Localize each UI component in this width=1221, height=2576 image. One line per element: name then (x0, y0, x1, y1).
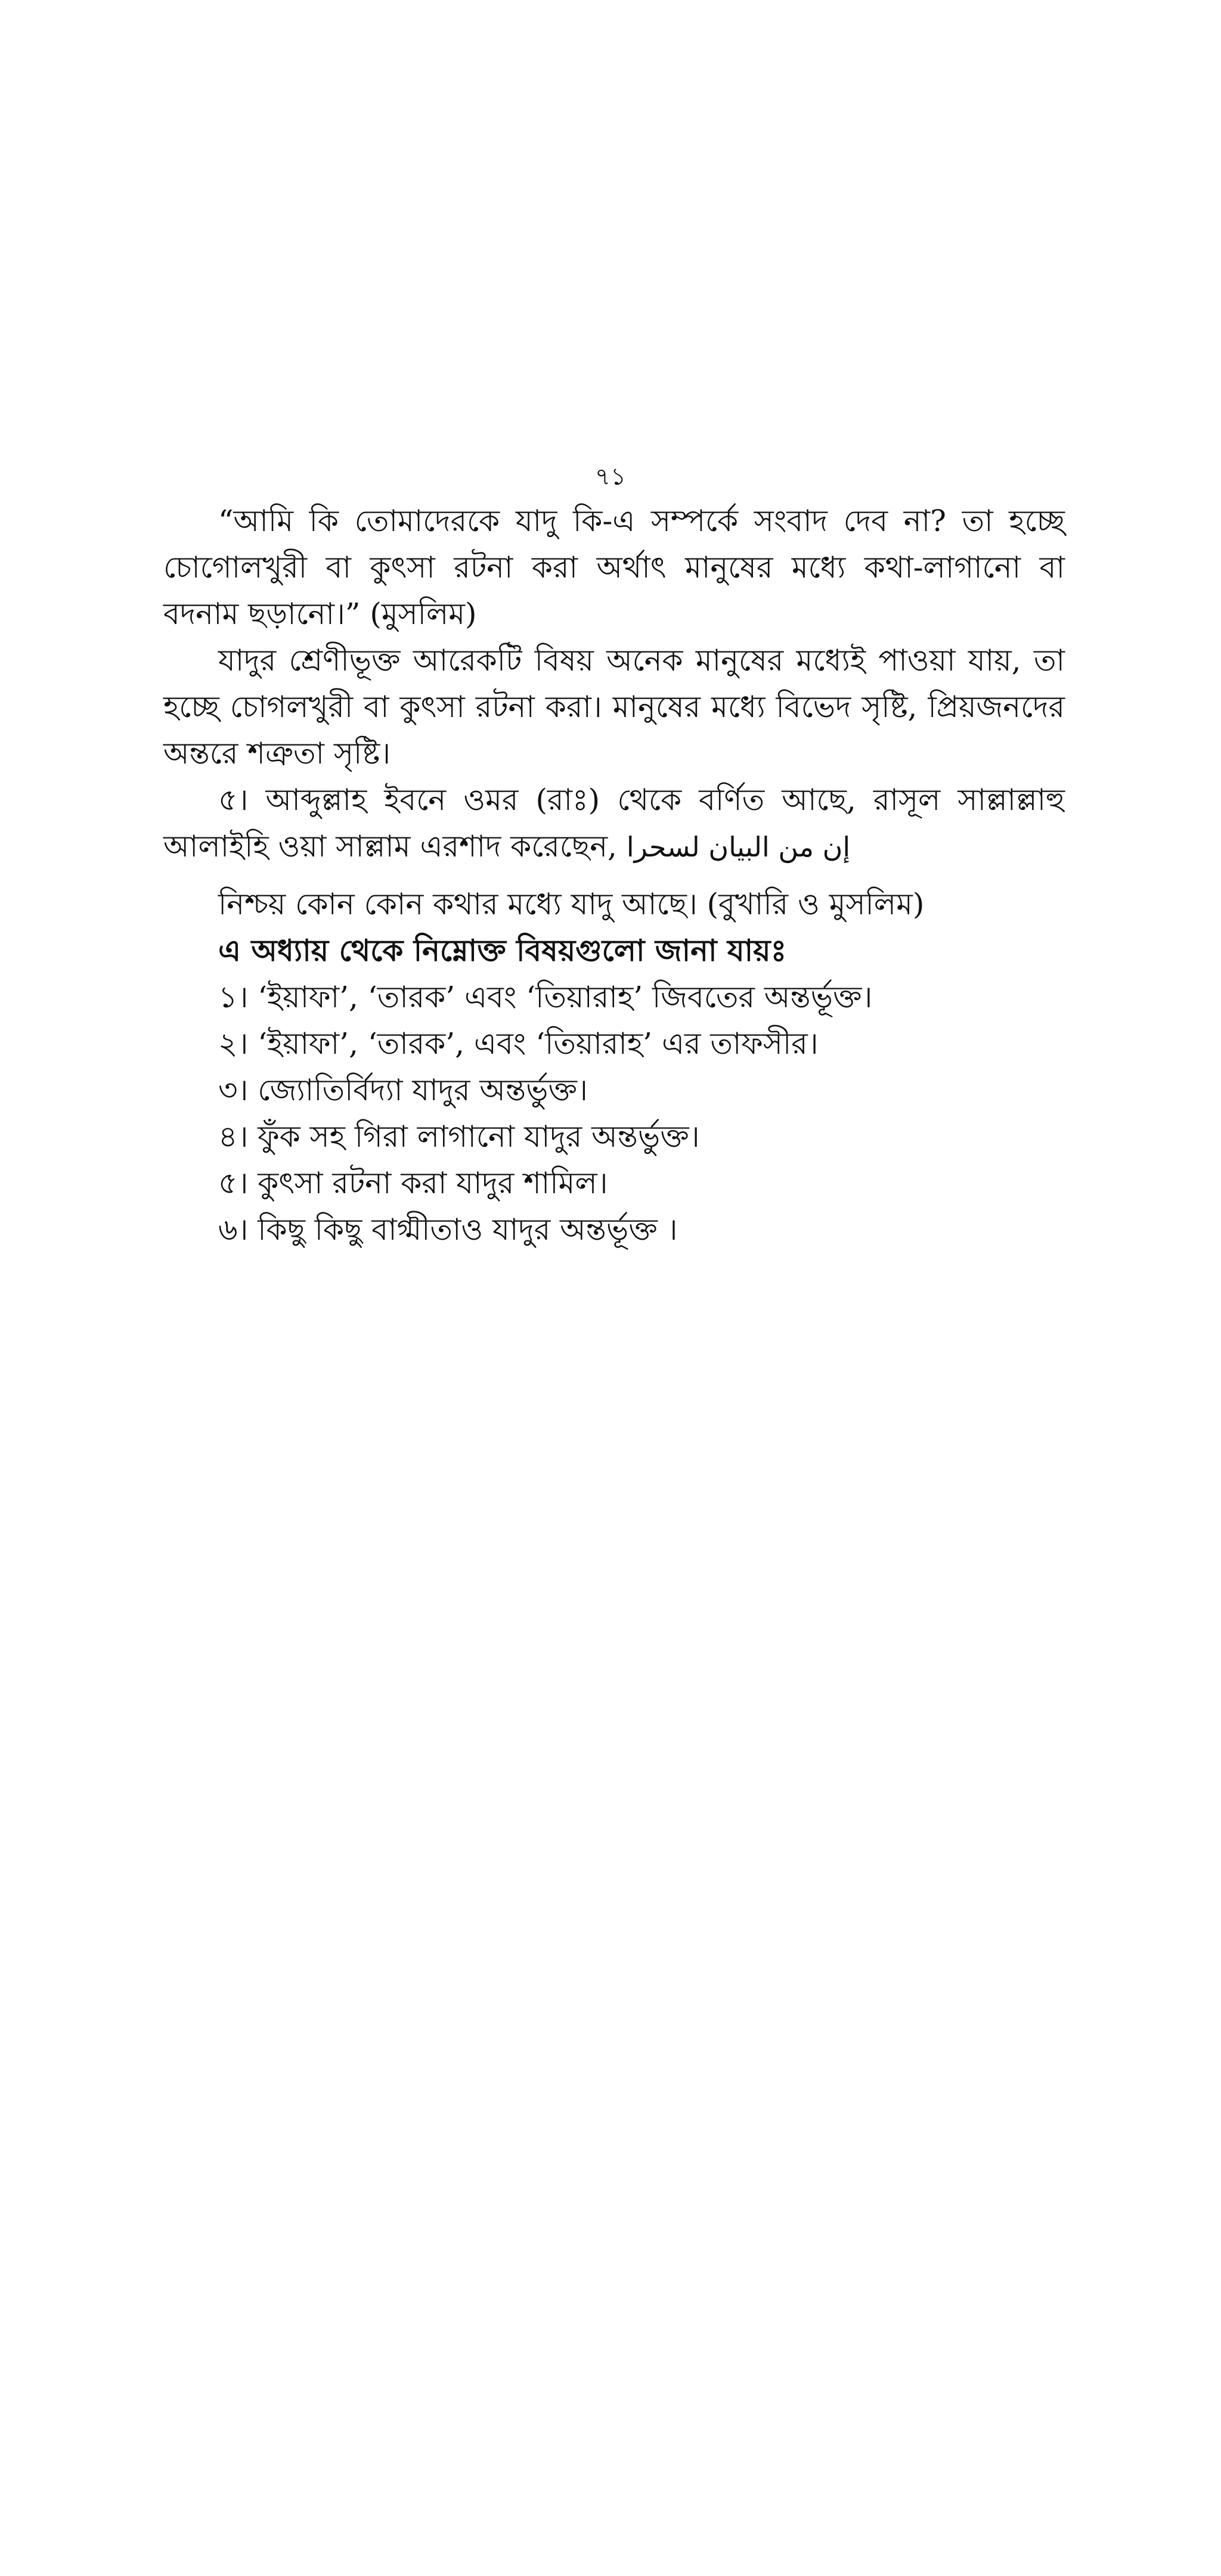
lesson-item: ৪। ফুঁক সহ গিরা লাগানো যাদুর অন্তর্ভুক্ত। (218, 1119, 700, 1154)
lesson-item: ৩। জ্যোতির্বিদ্যা যাদুর অন্তর্ভুক্ত। (218, 1073, 588, 1107)
paragraph-explanation: যাদুর শ্রেণীভূক্ত আরেকটি বিষয় অনেক মানুষের মধ্যেই পাওয়া যায়, তা হচ্ছে চোগলখুরী বা কুৎসা রটনা করা। মানুষের মধ্যে বিভেদ সৃষ্টি, প্রিয়জনদের অন্তরে শত্রুতা সৃষ্টি। (163, 643, 1065, 771)
lesson-item: ৫। কুৎসা রটনা করা যাদুর শামিল। (218, 1166, 608, 1200)
hadith-arabic: إن من البيان لسحرا (626, 831, 851, 863)
lessons-list (218, 974, 1065, 1253)
paragraph-quote: “আমি কি তোমাদেরকে যাদু কি-এ সম্পর্কে সংবাদ দেব না? তা হচ্ছে চোগোলখুরী বা কুৎসা রটনা করা অর্থাৎ মানুষের মধ্যে কথা-লাগানো বা বদনাম ছড়ানো।” (মুসলিম) (163, 504, 1065, 631)
paragraph-hadith (163, 777, 1065, 870)
hadith-translation: নিশ্চয় কোন কোন কথার মধ্যে যাদু আছে। (বুখারি ও মুসলিম) (218, 887, 925, 921)
page-number: ৭১ (595, 463, 626, 491)
lesson-item: ২। ‘ইয়াফা’, ‘তারক’, এবং ‘তিয়ারাহ’ এর তাফসীর। (218, 1026, 819, 1061)
hadith-text: ৫। আব্দুল্লাহ ইবনে ওমর (রাঃ) থেকে বর্ণিত আছে, রাসূল সাল্লাল্লাহু আলাইহি ওয়া সাল্লাম এরশাদ করেছেন, (163, 783, 1065, 864)
page-body (163, 498, 1065, 1253)
lessons-heading: এ অধ্যায় থেকে নিম্নোক্ত বিষয়গুলো জানা যায়ঃ (218, 933, 787, 968)
lesson-item: ১। ‘ইয়াফা’, ‘তারক’ এবং ‘তিয়ারাহ’ জিবতের অন্তর্ভূক্ত। (218, 980, 873, 1014)
lesson-item: ৬। কিছু কিছু বাগ্মীতাও যাদুর অন্তর্ভূক্ত । (218, 1212, 678, 1247)
